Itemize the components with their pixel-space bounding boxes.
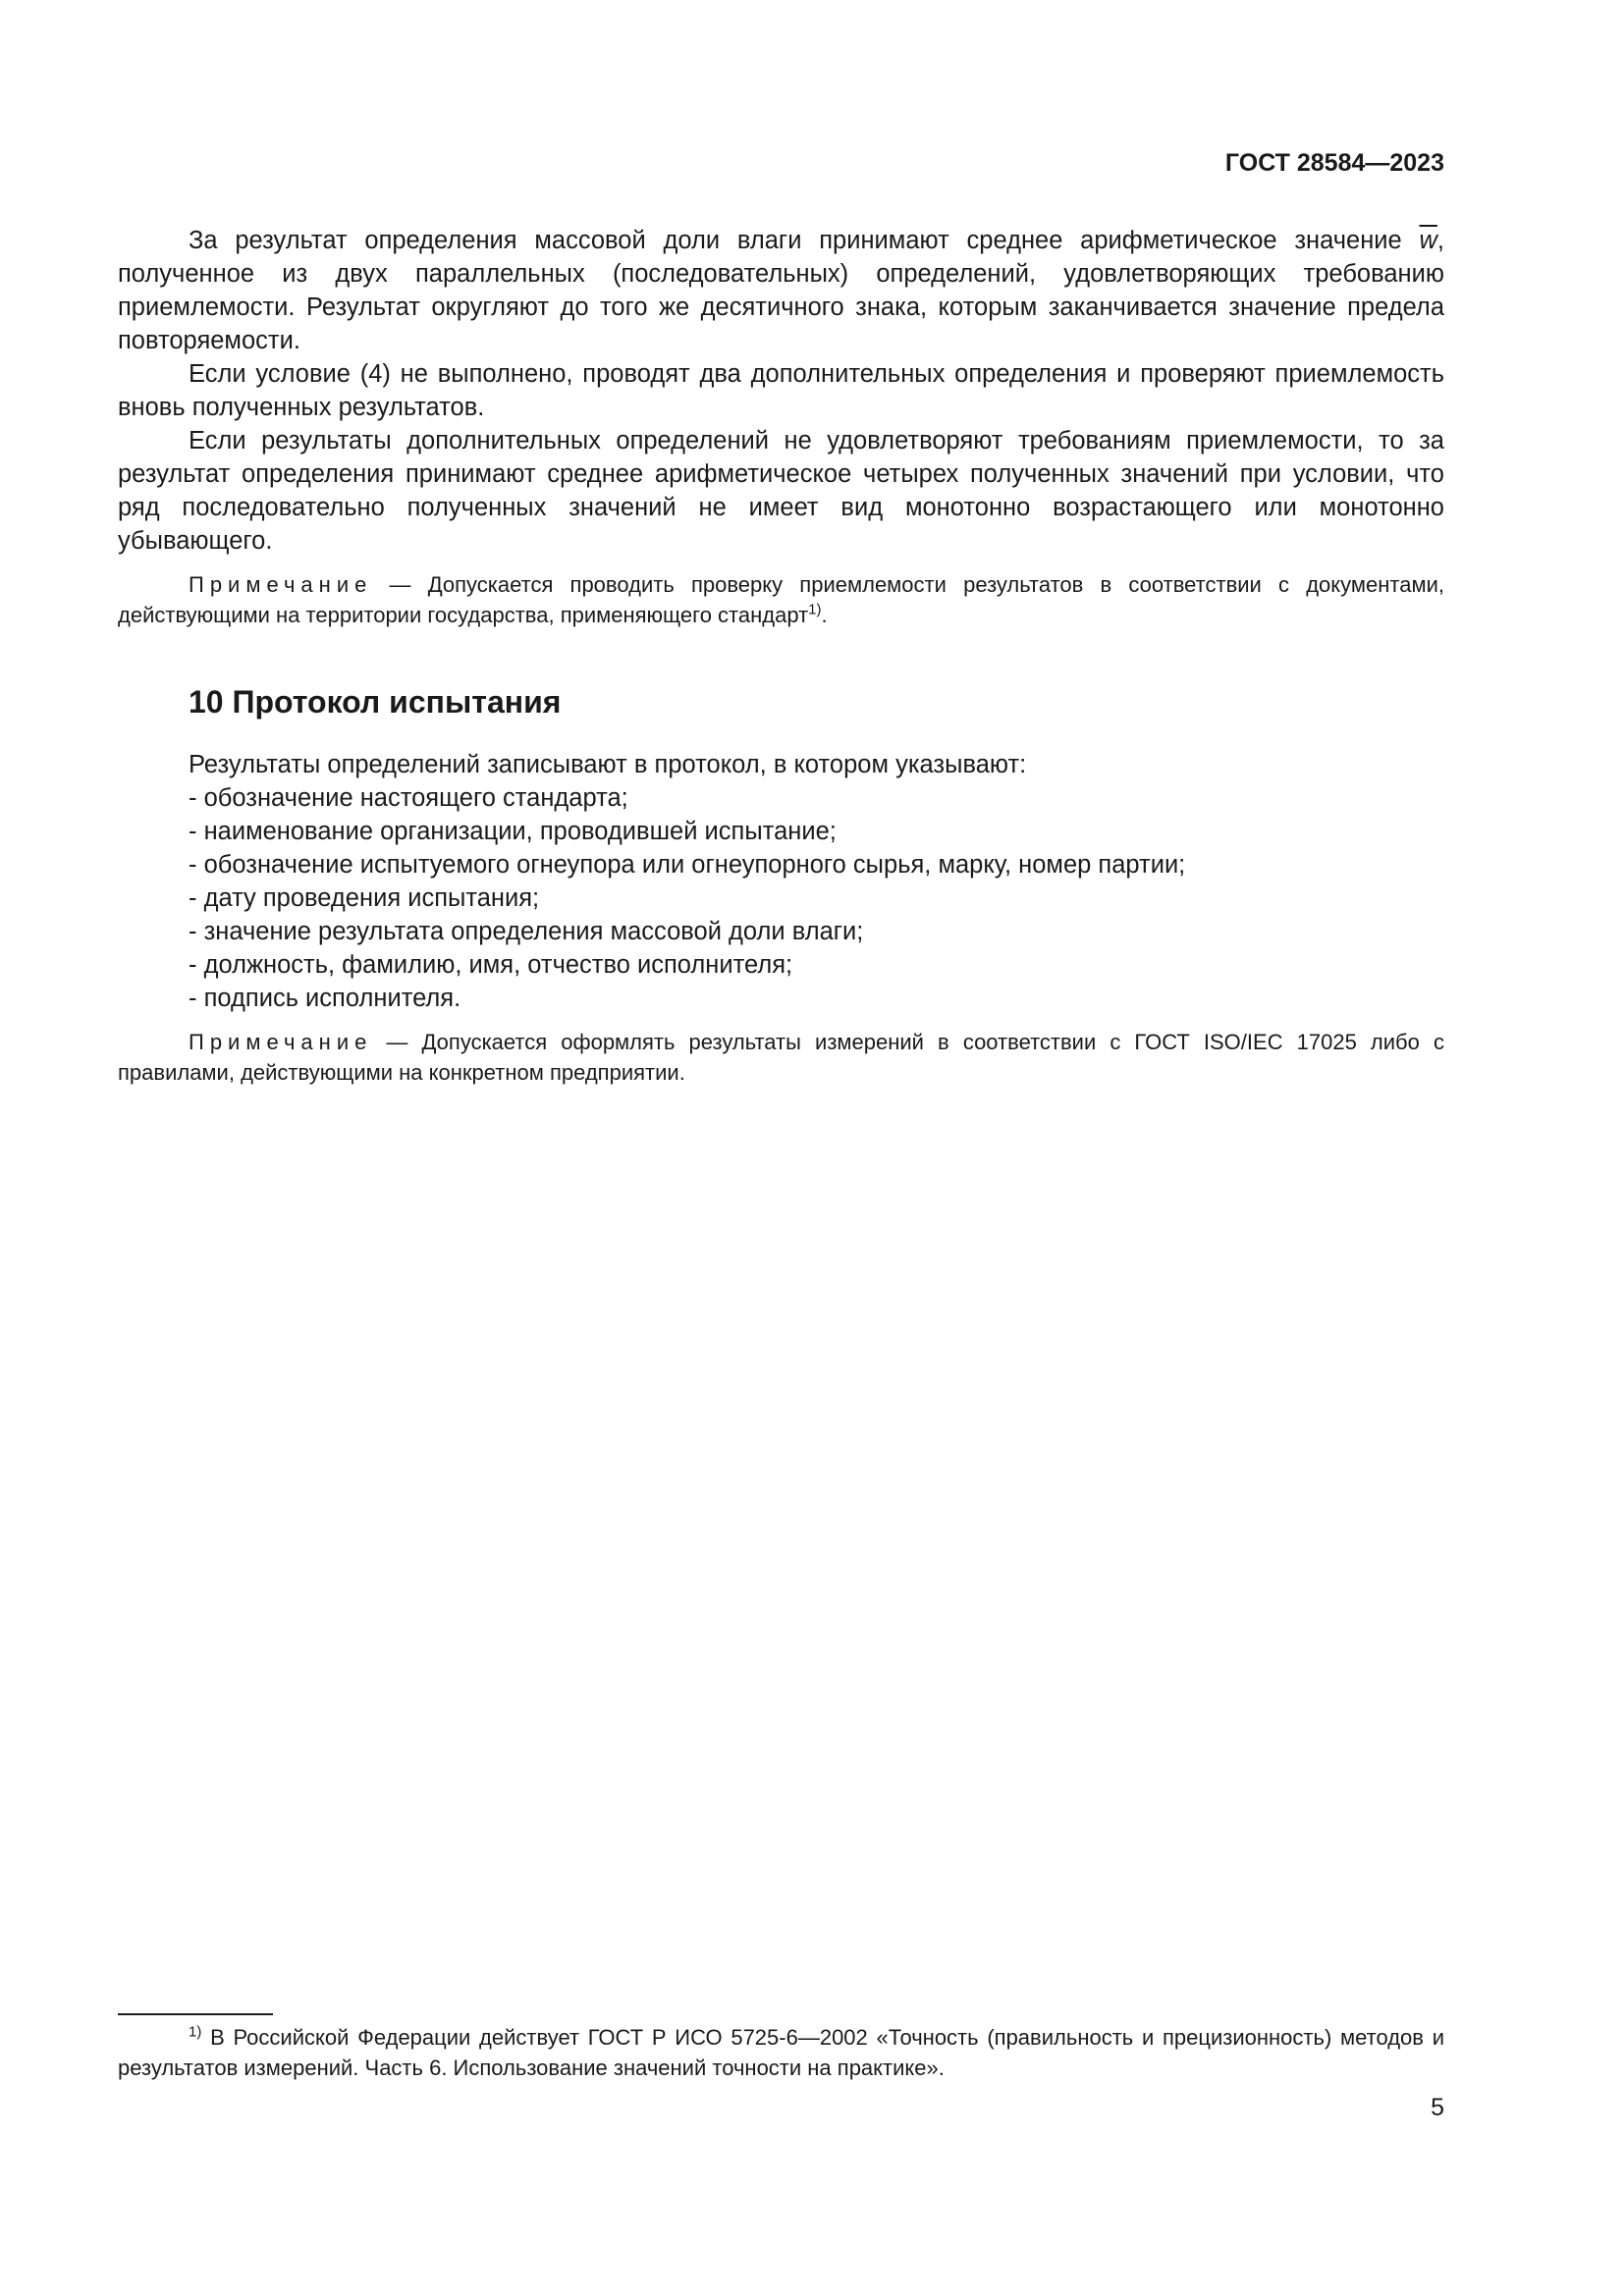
note-text: — Допускается проводить проверку приемлемости результатов в соответствии с документами, действующими на территории государства, применяющего стандарт bbox=[118, 572, 1444, 627]
note-label: Примечание bbox=[189, 572, 373, 597]
section-title: 10 Протокол испытания bbox=[189, 684, 562, 720]
protocol-list bbox=[118, 781, 1444, 1015]
page-number: 5 bbox=[1431, 2094, 1444, 2121]
list-item: - должность, фамилию, имя, отчество исполнителя; bbox=[189, 951, 793, 979]
note-acceptability bbox=[118, 569, 1444, 630]
footnote-reference: 1) bbox=[808, 601, 822, 618]
mean-symbol: $\overline{w}$ bbox=[1419, 227, 1437, 254]
note-end: . bbox=[821, 603, 828, 627]
list-item: - значение результата определения массовой доли влаги; bbox=[189, 918, 864, 945]
page-header-doc-id: ГОСТ 28584—2023 bbox=[1224, 149, 1444, 177]
paragraph-result-rest: , полученное из двух параллельных (последовательных) определений, удовлетворяющих требованию приемлемости. Результат округляют до того же десятичного знака, которым заканчивается значение предела повторяемости. bbox=[118, 227, 1444, 354]
footnote-text: В Российской Федерации действует ГОСТ Р ИСО 5725-6—2002 «Точность (правильность и прецизионность) методов и результатов измерений. Часть 6. Использование значений точности на практике». bbox=[118, 2025, 1444, 2080]
paragraph-additional: Если результаты дополнительных определений не удовлетворяют требованиям приемлемости, то за результат определения принимают среднее арифметическое четырех полученных значений при условии, что ряд последовательно полученных значений не имеет вид монотонно возрастающего или монотонно убывающего. bbox=[118, 427, 1444, 555]
list-item: - обозначение настоящего стандарта; bbox=[189, 784, 628, 812]
paragraph-condition: Если условие (4) не выполнено, проводят два дополнительных определения и проверяют приемлемость вновь полученных результатов. bbox=[118, 360, 1444, 421]
paragraph-result bbox=[118, 224, 1444, 357]
list-item: - обозначение испытуемого огнеупора или огнеупорного сырья, марку, номер партии; bbox=[189, 851, 1186, 879]
footnote bbox=[118, 2022, 1444, 2083]
footnote-marker: 1) bbox=[189, 2023, 202, 2041]
list-item: - подпись исполнителя. bbox=[189, 985, 461, 1012]
paragraph-result-start: За результат определения массовой доли влаги принимают среднее арифметическое значение bbox=[189, 227, 1402, 254]
note-text: — Допускается оформлять результаты измерений в соответствии с ГОСТ ISO/IEC 17025 либо с правилами, действующими на конкретном предприятии. bbox=[118, 1030, 1444, 1085]
section-intro: Результаты определений записывают в протокол, в котором указывают: bbox=[189, 751, 1027, 778]
list-item: - дату проведения испытания; bbox=[189, 884, 540, 912]
footnote-divider bbox=[118, 2013, 273, 2015]
note-label: Примечание bbox=[189, 1030, 373, 1054]
list-item: - наименование организации, проводившей испытание; bbox=[189, 818, 837, 845]
note-protocol bbox=[118, 1027, 1444, 1088]
document-body bbox=[118, 224, 1444, 1088]
